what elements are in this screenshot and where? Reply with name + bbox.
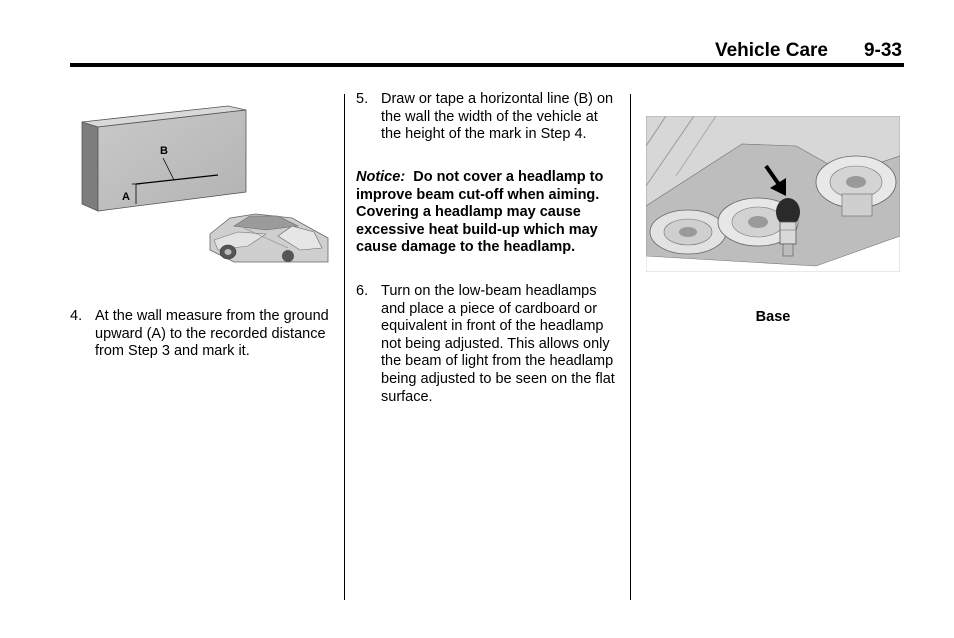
page-number: 9-33 bbox=[863, 40, 902, 61]
step-number: 5. bbox=[356, 91, 369, 107]
step-text: Turn on the low-beam headlamps and place a piece of cardboard or equivalent in front of the headlamp not being adjusted. This allows only the beam of light from the headlamp being adjusted to be seen on the flat surface. bbox=[381, 283, 615, 405]
notice-block bbox=[356, 169, 622, 257]
label-a: A bbox=[122, 191, 130, 203]
wall-measurement-illustration bbox=[78, 100, 330, 270]
headlamp-base-illustration bbox=[646, 116, 900, 272]
car-icon bbox=[210, 214, 328, 262]
label-b: B bbox=[160, 145, 168, 157]
step-text: Draw or tape a horizontal line (B) on the wall the width of the vehicle at the height of the mark in Step 4. bbox=[381, 91, 614, 143]
notice-label: Notice: bbox=[356, 169, 406, 185]
step-number: 6. bbox=[356, 283, 369, 299]
column-divider-right bbox=[630, 94, 631, 600]
step-number: 4. bbox=[70, 308, 83, 324]
header-rule bbox=[70, 63, 904, 67]
section-title: Vehicle Care bbox=[714, 40, 828, 61]
notice-text: Do not cover a headlamp to improve beam cut-off when aiming. Covering a headlamp may cause excessive heat build-up which may cause damage to the headlamp. bbox=[356, 169, 604, 256]
column-divider-left bbox=[344, 94, 345, 600]
step-text: At the wall measure from the ground upward (A) to the recorded distance from Step 3 and mark it. bbox=[95, 308, 329, 360]
page-header bbox=[70, 38, 904, 66]
figure-caption: Base bbox=[755, 309, 791, 325]
